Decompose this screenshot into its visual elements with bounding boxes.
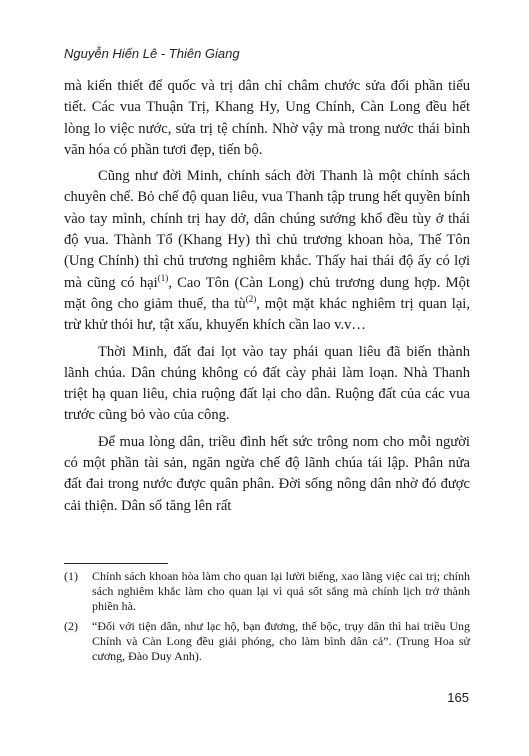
page-number: 165: [447, 690, 469, 705]
footnote-1-number: (1): [64, 569, 78, 583]
footnote-1-text: Chính sách khoan hòa làm cho quan lại lười biếng, xao lãng việc cai trị; chính sách nghiêm khắc làm cho quan lại vì quá sốt sắng mà chính lịch trở thành phiền hà.: [92, 569, 470, 613]
footnote-ref-2[interactable]: (2): [245, 293, 257, 304]
paragraph-4: Để mua lòng dân, triều đình hết sức trông nom cho mỗi người có một phần tài sản, ngăn ngừa chế độ lãnh chúa tái lập. Phân nửa đất đai trong nước được quân phân. Đời sống nông dân nhờ đó được cải thiện. Dân số tăng lên rất: [64, 433, 470, 514]
paragraph-2: [64, 166, 470, 336]
paragraph-3: Thời Minh, đất đai lọt vào tay phái quan liêu đã biến thành lãnh chúa. Dân chúng không có đất cày phải làm loạn. Nhà Thanh triệt hạ quan liêu, chia ruộng đất lại cho dân. Ruộng đất của các vua trước cũng bỏ vào của công.: [64, 343, 470, 424]
footnote-2-number: (2): [64, 619, 78, 633]
footnote-divider: [64, 563, 168, 564]
body-text: [64, 76, 470, 522]
footnote-ref-1[interactable]: (1): [157, 272, 169, 283]
paragraph-2-start: Cũng như đời Minh, chính sách đời Thanh là một chính sách chuyên chế. Bỏ chế độ quan liêu, vua Thanh tập trung hết quyền bính vào tay mình, chính trị hay dở, dân chúng sướng khổ đều tùy ở thái độ vua. Thành Tổ (Khang Hy) thì chủ trương khoan hòa, Thế Tôn (Ung Chính) thì chủ trương nghiêm khắc. Thấy hai thái độ ấy có lợi mà cũng có hại: [64, 168, 470, 291]
running-header: Nguyễn Hiến Lê - Thiên Giang: [64, 46, 240, 61]
footnote-2-text: “Đối với tiện dân, như lạc hộ, bạn đương, thế bộc, trụy dân thì hai triều Ung Chính và Càn Long đều giải phóng, cho làm bình dân cả”. (Trung Hoa sử cương, Đào Duy Anh).: [92, 619, 470, 663]
paragraph-1: mà kiến thiết để quốc và trị dân chỉ châm chước sửa đổi phần tiểu tiết. Các vua Thuận Trị, Khang Hy, Ung Chính, Càn Long đều hết lòng lo việc nước, sửa trị tệ chính. Nhờ vậy mà trong nước thái bình văn hóa có phần tươi đẹp, tiến bộ.: [64, 78, 470, 158]
footnotes: [64, 569, 470, 669]
paragraph-2-mid: , Cao Tôn (Càn Long) chủ trương dung hợp. Một mặt ông cho giảm thuế, tha tù: [64, 274, 471, 312]
paragraph-2-end: , một mặt khác nghiêm trị quan lại, trừ khử thói hư, tật xấu, khuyến khích cần lao v.v…: [64, 295, 471, 334]
footnote-2: [64, 619, 470, 664]
footnote-1: [64, 569, 470, 614]
